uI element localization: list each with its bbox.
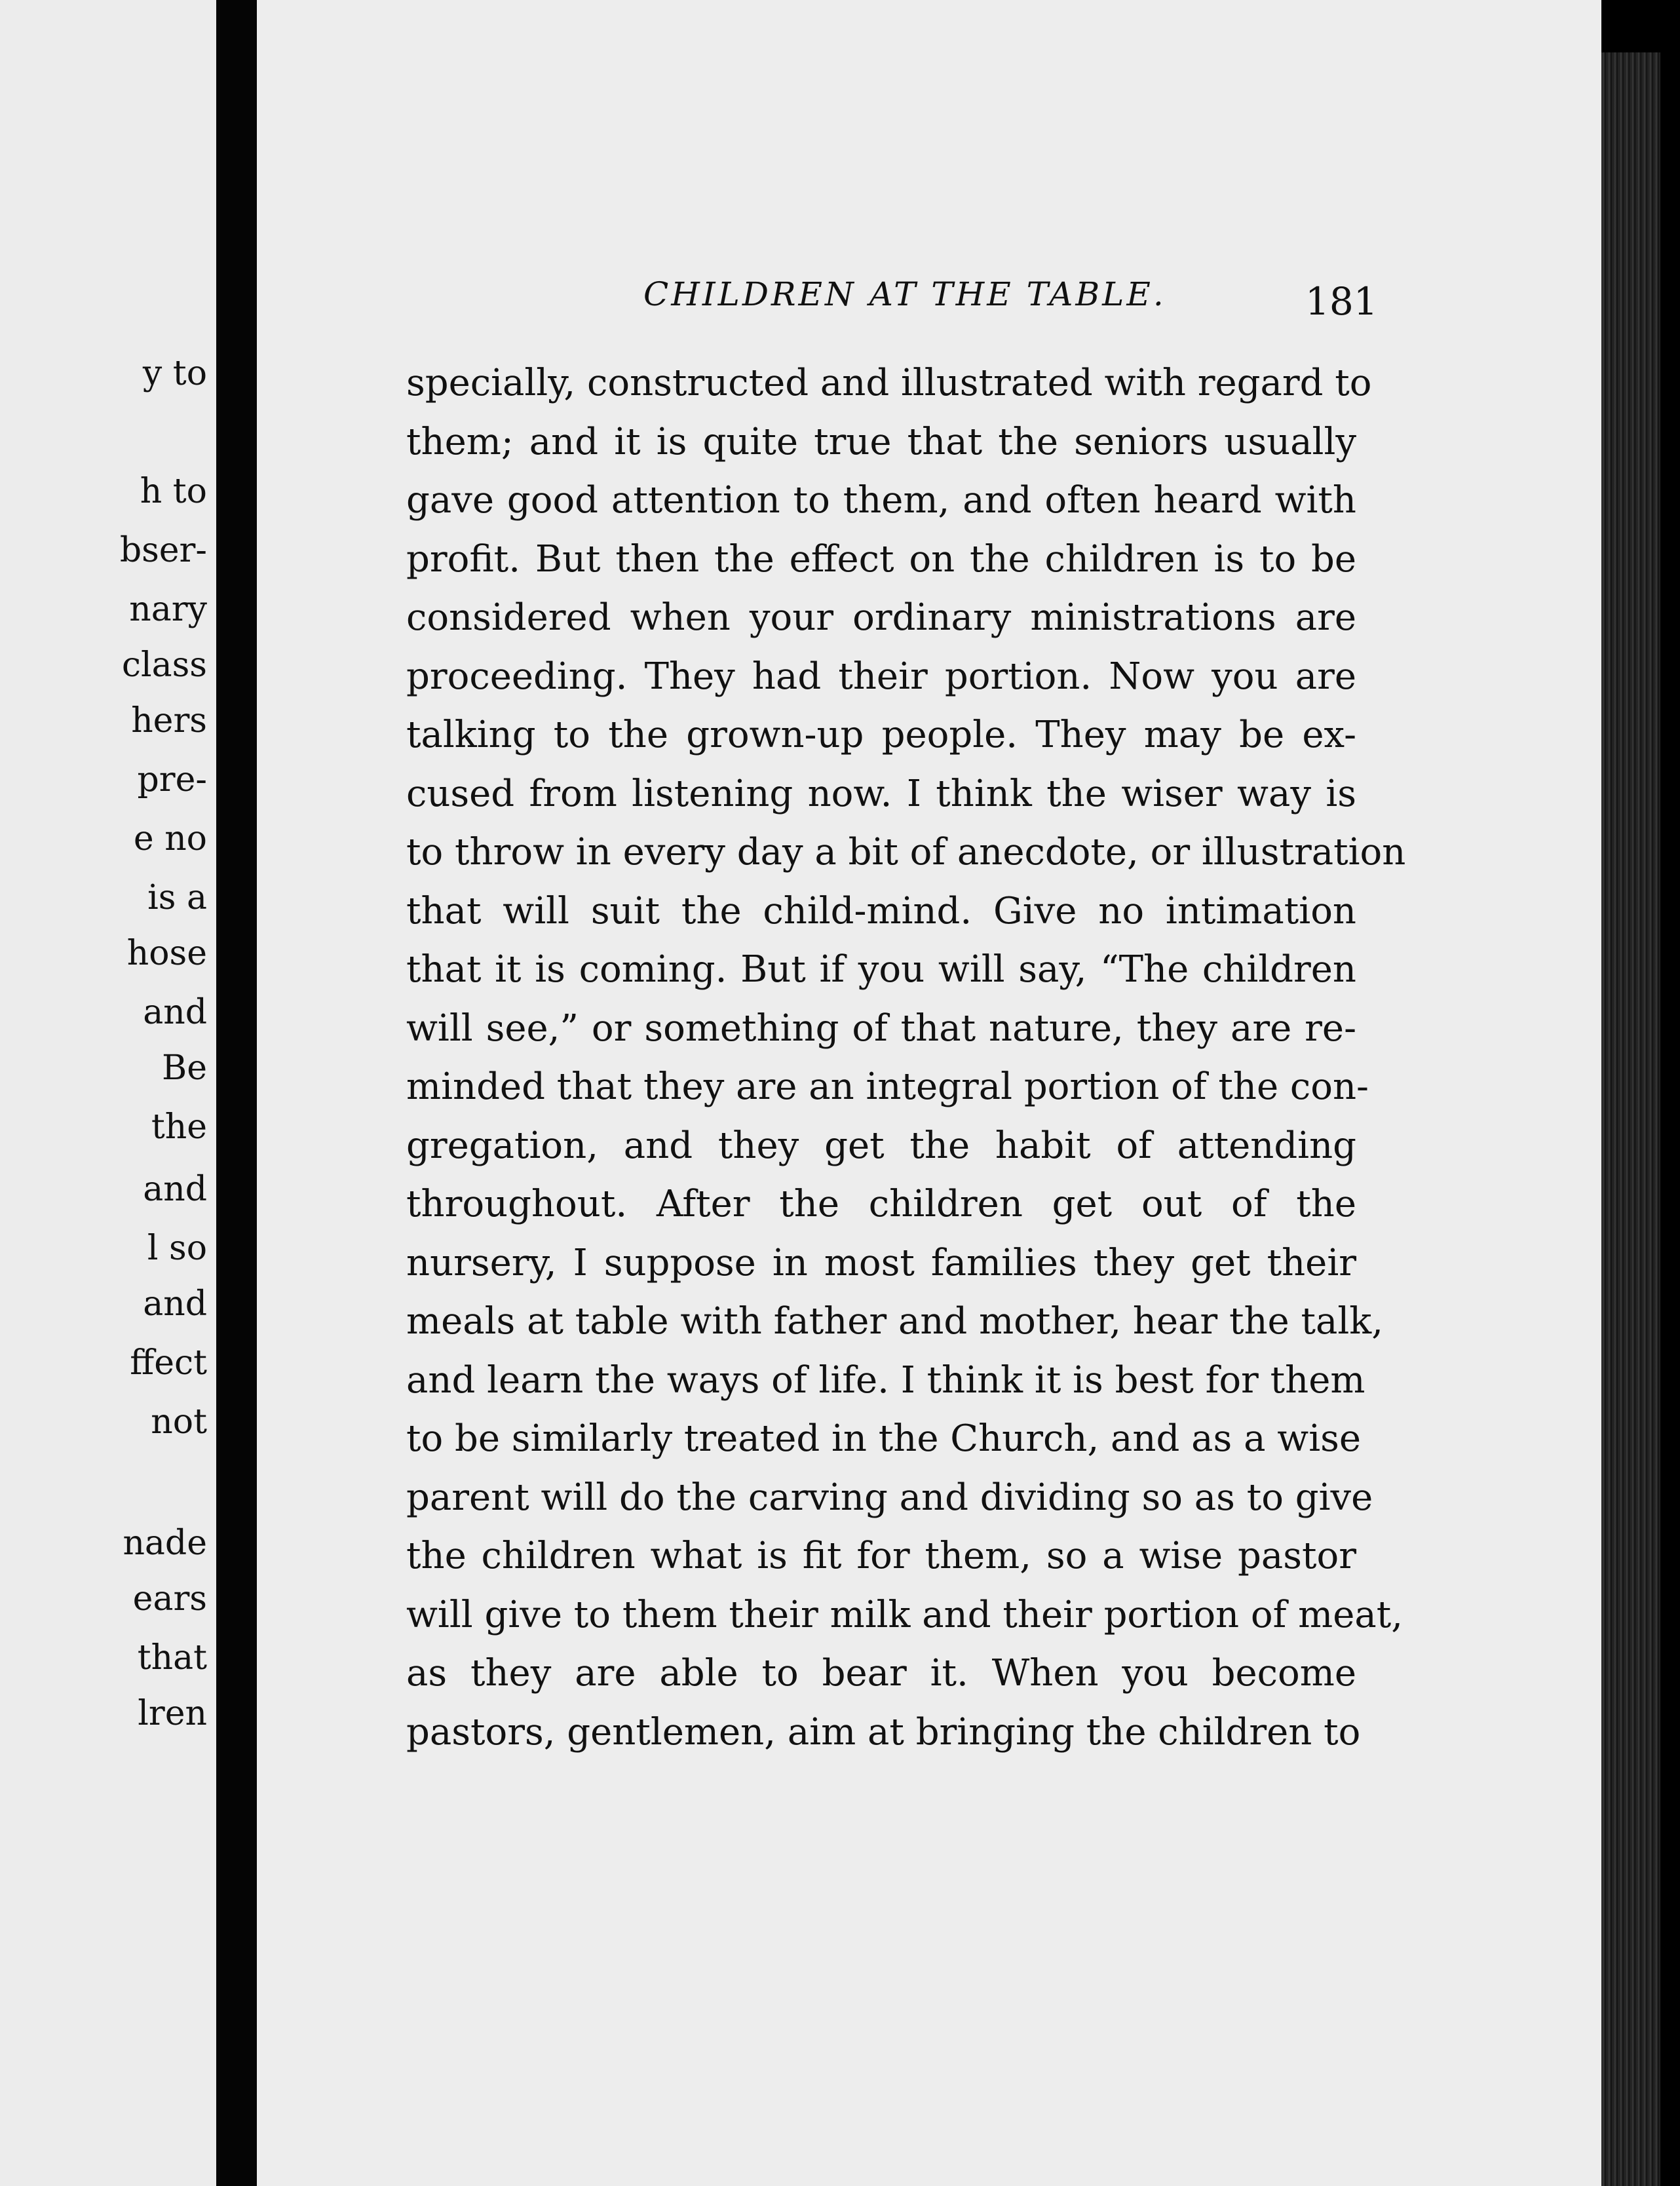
left-page-fragment: not <box>151 1402 207 1442</box>
text-line: that will suit the child-mind. Give no intimation <box>406 889 1356 932</box>
text-line: cused from listening now. I think the wiser way is <box>406 772 1356 815</box>
text-line: nursery, I suppose in most families they get their <box>406 1241 1356 1284</box>
page-header <box>257 275 1601 328</box>
text-line: the children what is fit for them, so a wise pastor <box>406 1535 1356 1577</box>
text-line: as they are able to bear it. When you become <box>406 1652 1356 1695</box>
left-page-fragment: hose <box>126 934 207 973</box>
running-head: CHILDREN AT THE TABLE. <box>643 275 1166 313</box>
left-page-fragment: ears <box>132 1579 207 1619</box>
left-page-fragment: h to <box>140 472 207 511</box>
text-line: and learn the ways of life. I think it is best for them <box>406 1358 1365 1402</box>
left-page-fragment: the <box>151 1107 207 1147</box>
text-line: proceeding. They had their portion. Now you are <box>406 655 1356 698</box>
text-line: them; and it is quite true that the seniors usually <box>406 420 1356 463</box>
text-line: gave good attention to them, and often heard with <box>406 479 1356 522</box>
text-line: will give to them their milk and their portion of meat, <box>406 1593 1403 1636</box>
text-line: meals at table with father and mother, hear the talk, <box>406 1300 1384 1343</box>
left-page-fragment: e no <box>133 819 207 858</box>
text-line: throughout. After the children get out of the <box>406 1183 1356 1225</box>
body-text <box>406 354 1601 1761</box>
text-line: parent will do the carving and dividing so as to give <box>406 1476 1373 1519</box>
text-line: considered when your ordinary ministrations are <box>406 596 1356 639</box>
left-page-fragment: l so <box>147 1229 207 1268</box>
text-line: to be similarly treated in the Church, and as a wise <box>406 1417 1361 1460</box>
scan-border <box>1660 0 1680 2186</box>
main-page <box>257 0 1601 2186</box>
left-page-fragment: lren <box>138 1694 207 1733</box>
text-line: pastors, gentlemen, aim at bringing the children to <box>406 1710 1361 1754</box>
text-line: that it is coming. But if you will say, “The children <box>406 948 1356 991</box>
left-page-fragment: ffect <box>130 1343 207 1383</box>
page-fore-edge <box>1601 52 1660 2186</box>
left-page-fragment: that <box>137 1638 207 1678</box>
left-page-fragment: and <box>143 993 207 1032</box>
left-page-fragment: nade <box>123 1524 207 1563</box>
left-page-fragment: and <box>143 1170 207 1209</box>
left-facing-page <box>0 0 216 2186</box>
left-page-fragment: Be <box>162 1048 207 1088</box>
left-page-fragment: pre- <box>137 760 207 799</box>
left-page-fragment: nary <box>129 590 207 629</box>
book-gutter <box>216 0 257 2186</box>
text-line: profit. But then the effect on the children is to be <box>406 537 1356 581</box>
left-page-fragment: bser- <box>119 531 207 570</box>
left-page-fragment: is a <box>147 878 207 917</box>
left-page-fragment: class <box>121 645 207 685</box>
left-page-fragment: y to <box>142 354 207 393</box>
text-line: will see,” or something of that nature, they are re- <box>406 1007 1356 1050</box>
left-page-fragment: hers <box>131 701 207 740</box>
text-line: gregation, and they get the habit of attending <box>406 1124 1356 1167</box>
text-line: specially, constructed and illustrated with regard to <box>406 362 1372 404</box>
text-line: talking to the grown-up people. They may be ex- <box>406 714 1356 756</box>
text-line: to throw in every day a bit of anecdote, or illustration <box>406 831 1406 873</box>
left-page-fragment: and <box>143 1284 207 1324</box>
text-line: minded that they are an integral portion of the con- <box>406 1065 1369 1108</box>
page-number: 181 <box>1305 279 1378 324</box>
